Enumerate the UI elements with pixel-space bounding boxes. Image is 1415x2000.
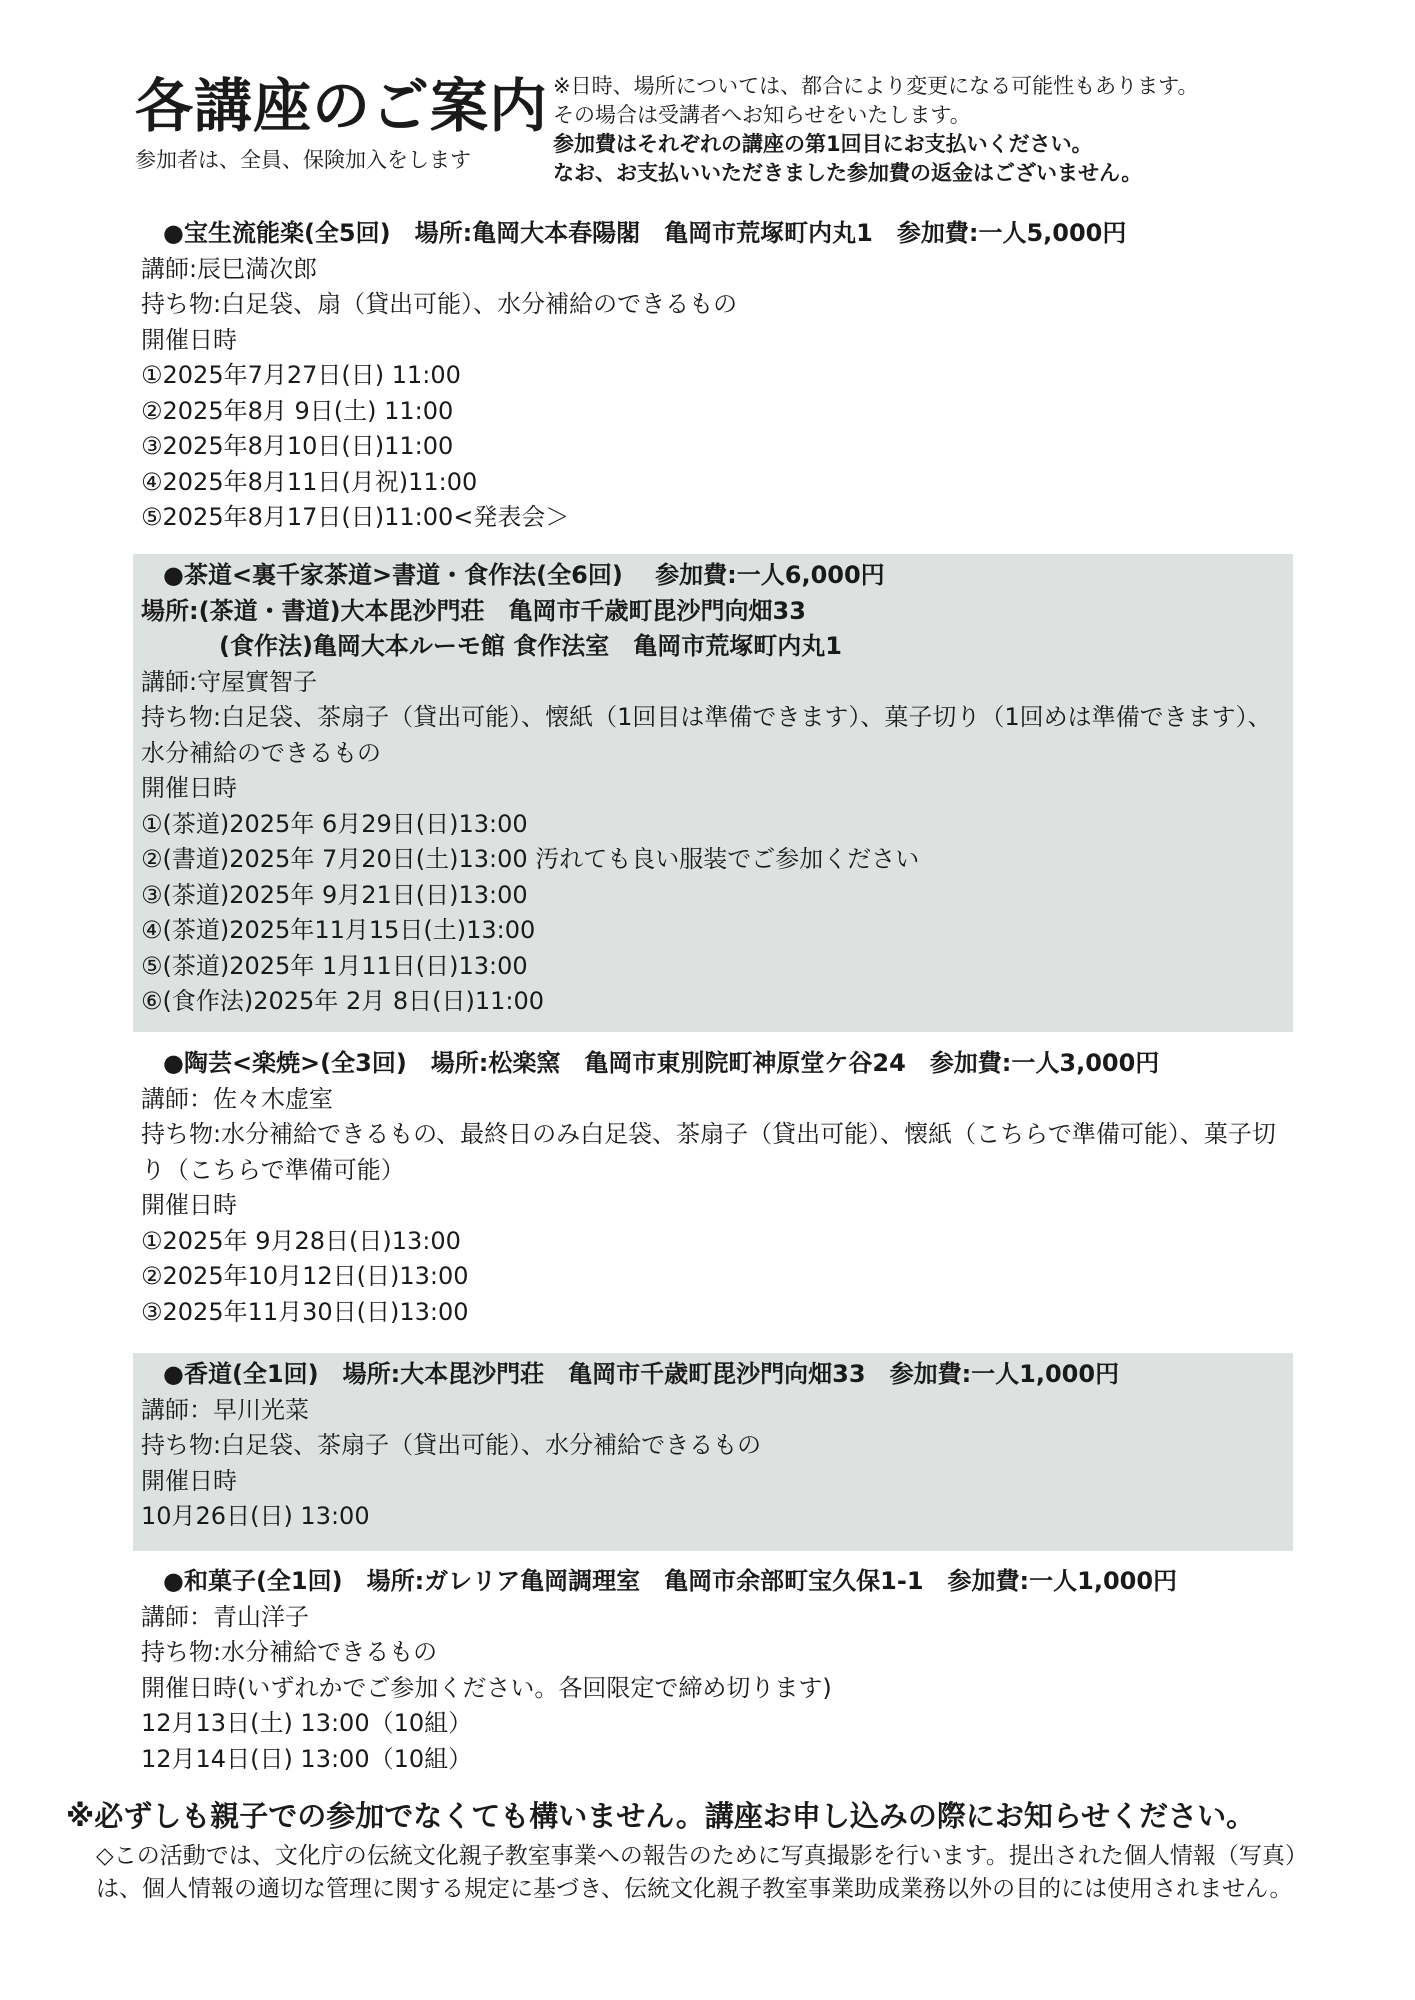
course-dates-label: 開催日時 [141, 1191, 237, 1219]
page-title: 各講座のご案内 [135, 72, 549, 140]
course-noh [133, 216, 1293, 536]
course-instructor: 講師：佐々木虚室 [141, 1084, 333, 1113]
course-pottery [133, 1046, 1293, 1330]
course-date: ④(茶道)2025年11月15日(土)13:00 [141, 916, 536, 944]
course-heading: ●宝生流能楽(全5回) 場所:亀岡大本春陽閣 亀岡市荒塚町内丸1 参加費:一人5,000円 [163, 219, 1127, 247]
course-instructor: 講師:辰巳満次郎 [141, 254, 318, 283]
course-date: ②(書道)2025年 7月20日(土)13:00 汚れても良い服装でご参加ください [141, 845, 920, 873]
notice-line: ※日時、場所については、都合により変更になる可能性もあります。 [553, 74, 1199, 98]
course-instructor: 講師:守屋實智子 [141, 667, 318, 696]
course-items: 持ち物:白足袋、茶扇子（貸出可能）、懐紙（1回目は準備できます）、菓子切り（1回めは準備できます）、水分補給のできるもの [141, 703, 1272, 767]
course-items: 持ち物:白足袋、扇（貸出可能）、水分補給のできるもの [141, 290, 738, 318]
course-date: ①(茶道)2025年 6月29日(日)13:00 [141, 809, 528, 838]
course-incense [133, 1353, 1293, 1551]
course-date: ③2025年8月10日(日)11:00 [141, 432, 454, 460]
privacy-note: ◇この活動では、文化庁の伝統文化親子教室事業への報告のために写真撮影を行います。提出された個人情報（写真）は、個人情報の適切な管理に関する規定に基づき、伝統文化親子教室事業助成業務以外の目的には使用されません。 [96, 1843, 1308, 1902]
course-date: ③2025年11月30日(日)13:00 [141, 1297, 469, 1326]
course-date: ①2025年 9月28日(日)13:00 [141, 1226, 461, 1255]
course-date: ②2025年8月 9日(土) 11:00 [141, 396, 454, 425]
course-items: 持ち物:白足袋、茶扇子（貸出可能）、水分補給できるもの [141, 1431, 762, 1459]
course-heading: ●陶芸<楽焼>(全3回) 場所:松楽窯 亀岡市東別院町神原堂ケ谷24 参加費:一人3,000円 [163, 1049, 1160, 1077]
course-dates-label: 開催日時 [141, 1466, 237, 1495]
course-date: 12月14日(日) 13:00（10組） [141, 1744, 473, 1773]
course-dates-label: 開催日時(いずれかでご参加ください。各回限定で締め切ります) [141, 1673, 832, 1702]
notice-line-payment: 参加費はそれぞれの講座の第1回目にお支払いください。 [553, 132, 1093, 156]
page-subtitle: 参加者は、全員、保険加入をします [135, 148, 471, 172]
course-instructor: 講師：早川光菜 [141, 1395, 309, 1424]
course-wagashi [133, 1564, 1293, 1777]
notice-line-refund: なお、お支払いいただきました参加費の返金はございません。 [553, 161, 1143, 185]
course-date: ③(茶道)2025年 9月21日(日)13:00 [141, 880, 528, 909]
course-place: (食作法)亀岡大本ルーモ館 食作法室 亀岡市荒塚町内丸1 [219, 632, 842, 660]
participation-notice: ※必ずしも親子での参加でなくても構いません。講座お申し込みの際にお知らせください。 [66, 1799, 1256, 1833]
course-heading: ●香道(全1回) 場所:大本毘沙門荘 亀岡市千歳町毘沙門向畑33 参加費:一人1,000円 [163, 1360, 1120, 1388]
course-date: 10月26日(日) 13:00 [141, 1502, 370, 1530]
course-heading: ●茶道<裏千家茶道>書道・食作法(全6回) 参加費:一人6,000円 [163, 561, 885, 589]
course-place: 場所:(茶道・書道)大本毘沙門荘 亀岡市千歳町毘沙門向畑33 [141, 596, 806, 625]
course-date: ②2025年10月12日(日)13:00 [141, 1262, 469, 1290]
course-dates-label: 開催日時 [141, 774, 237, 802]
course-date: ⑤2025年8月17日(日)11:00<発表会＞ [141, 503, 570, 531]
course-tea [133, 554, 1293, 1032]
course-items: 持ち物:水分補給できるもの、最終日のみ白足袋、茶扇子（貸出可能）、懐紙（こちらで準備可能）、菓子切り（こちらで準備可能） [141, 1120, 1276, 1184]
course-dates-label: 開催日時 [141, 325, 237, 354]
notice-line: その場合は受講者へお知らせをいたします。 [553, 103, 971, 127]
course-date: 12月13日(土) 13:00（10組） [141, 1709, 473, 1737]
course-date: ⑥(食作法)2025年 2月 8日(日)11:00 [141, 987, 545, 1015]
course-instructor: 講師：青山洋子 [141, 1602, 309, 1631]
course-date: ①2025年7月27日(日) 11:00 [141, 361, 461, 389]
notice-block [553, 72, 1393, 188]
course-heading: ●和菓子(全1回) 場所:ガレリア亀岡調理室 亀岡市余部町宝久保1-1 参加費:一人1,000円 [163, 1567, 1178, 1595]
course-items: 持ち物:水分補給できるもの [141, 1638, 438, 1666]
course-date: ⑤(茶道)2025年 1月11日(日)13:00 [141, 951, 528, 980]
course-date: ④2025年8月11日(月祝)11:00 [141, 467, 478, 496]
